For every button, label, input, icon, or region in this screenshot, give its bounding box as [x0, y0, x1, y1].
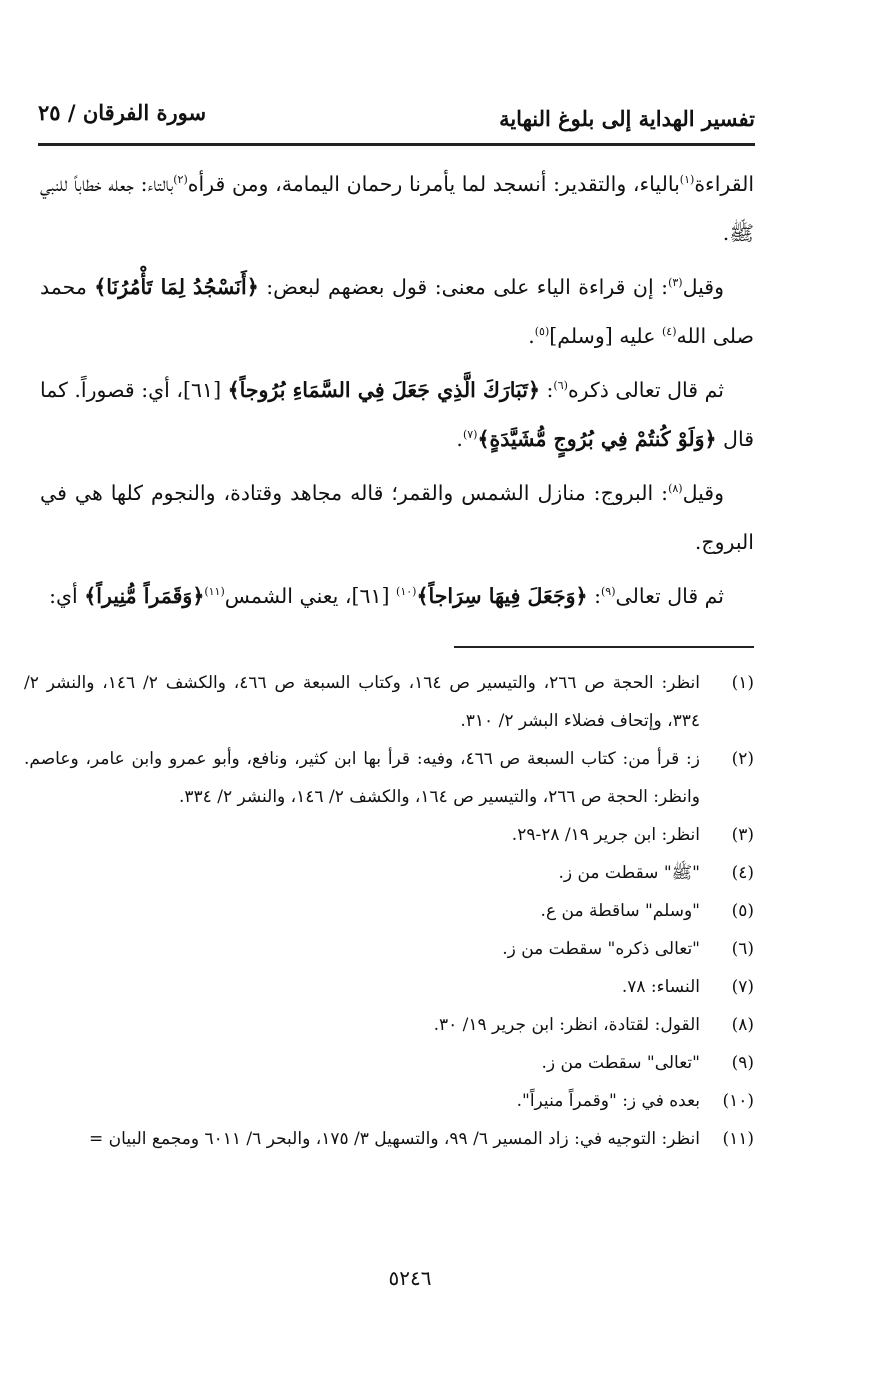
footnote [24, 1044, 754, 1082]
footnote-number: (٨) [731, 1015, 754, 1035]
footnote [24, 1006, 754, 1044]
footnote-ref: (١١) [204, 585, 225, 599]
running-header [38, 96, 755, 136]
footnote-number: (١٠) [722, 1091, 754, 1111]
footnote-number: (٢) [731, 749, 754, 769]
footnote-number: (٤) [731, 863, 754, 883]
footnote-text: النساء: ٧٨. [621, 977, 700, 997]
footnote-text: القول: لقتادة، انظر: ابن جرير ١٩/ ٣٠. [433, 1015, 700, 1035]
book-title: تفسير الهداية إلى بلوغ النهاية [499, 106, 755, 131]
text-run: ثم قال تعالى ذكره [567, 378, 724, 402]
footnotes [24, 664, 754, 1158]
footnote-text: بعده في ز: "وقمراً منيراً". [516, 1091, 700, 1111]
footnote [24, 968, 754, 1006]
footnote-ref: (٢) [173, 173, 188, 187]
paragraph-5 [40, 572, 754, 621]
footnote-number: (١) [731, 673, 754, 693]
text-run: : [539, 378, 554, 402]
footnote-ref: (٩) [600, 585, 616, 599]
footnote-number: (١١) [722, 1129, 754, 1149]
footnote-number: (٣) [731, 825, 754, 845]
paragraph-3 [40, 366, 754, 464]
text-run: [٦١]، يعني الشمس [224, 584, 397, 608]
paragraph-4 [40, 469, 754, 567]
surah-label: سورة الفرقان / ٢٥ [38, 100, 207, 125]
footnote [24, 1120, 754, 1158]
footnote-ref: (٥) [534, 325, 550, 339]
text-run: [٦١]، أي: قصوراً. كما قال [40, 378, 754, 451]
paragraph-2 [40, 263, 754, 361]
text-run: القراءة [694, 172, 755, 196]
footnote-text: "تعالى ذكره" سقطت من ز. [502, 939, 700, 959]
footnote-number: (٩) [731, 1053, 754, 1073]
text-run: أي: [49, 584, 85, 608]
footnote-ref: (٤) [661, 325, 677, 339]
footnote [24, 816, 754, 854]
text-run: بالياء، والتقدير: أنسجد لما يأمرنا رحمان اليمامة، ومن قرأه [187, 172, 680, 196]
footnote-separator [454, 646, 754, 648]
text-run: وقيل [682, 481, 724, 505]
quran-verse: ﴿وَلَوْ كُنتُمْ فِي بُرُوجٍ مُّشَيَّدَةٍ﴾ [477, 427, 717, 451]
text-run: : البروج: منازل الشمس والقمر؛ قاله مجاهد وقتادة، والنجوم كلها هي في البروج. [40, 481, 754, 554]
quran-verse: ﴿وَجَعَلَ فِيهَا سِرَاجاً﴾ [416, 584, 588, 608]
footnote [24, 892, 754, 930]
footnote [24, 1082, 754, 1120]
footnote [24, 854, 754, 892]
footnote-ref: (٦) [553, 379, 568, 393]
main-text [40, 160, 754, 626]
footnote [24, 930, 754, 968]
text-run: ثم قال تعالى [615, 584, 724, 608]
footnote-ref: (٧) [462, 428, 478, 442]
text-run: عليه [وسلم] [549, 324, 662, 348]
quran-verse: ﴿وَقَمَراً مُّنِيراً﴾ [84, 584, 205, 608]
footnote-ref: (١) [679, 173, 695, 187]
footnote [24, 664, 754, 740]
text-run: : إن قراءة الياء على معنى: قول بعضهم لبعض: [258, 275, 669, 299]
paragraph-1 [40, 160, 754, 258]
text-run: . [456, 427, 463, 451]
text-run: . [528, 324, 535, 348]
footnote-text: انظر: الحجة ص ٢٦٦، والتيسير ص ١٦٤، وكتاب السبعة ص ٤٦٦، والكشف ٢/ ١٤٦، والنشر ٢/ ٣٣٤، وإتحاف فضلاء البشر ٢/ ٣١٠. [24, 673, 700, 731]
quran-verse: ﴿أَنَسْجُدُ لِمَا تَأْمُرُنَا﴾ [94, 275, 259, 299]
text-run: : [587, 584, 601, 608]
footnote-number: (٦) [731, 939, 754, 959]
footnote-ref: (١٠) [396, 585, 417, 599]
page-number: ٥٢٤٦ [388, 1266, 432, 1290]
text-run: وقيل [682, 275, 724, 299]
footnote-text: انظر: التوجيه في: زاد المسير ٦/ ٩٩، والتسهيل ٣/ ١٧٥، والبحر ٦/ ٦٠١١ ومجمع البيان = [89, 1129, 700, 1149]
footnote-number: (٥) [731, 901, 754, 921]
text-run: بالتاء: جعله خطاباً للنبي ﷺ. [40, 172, 754, 245]
header-rule [38, 143, 755, 146]
footnote-text: "وسلم" ساقطة من ع. [540, 901, 700, 921]
quran-verse: ﴿تَبَارَكَ الَّذِي جَعَلَ فِي السَّمَاءِ بُرُوجاً﴾ [227, 378, 540, 402]
footnote-ref: (٨) [668, 482, 683, 496]
footnote-text: ز: قرأ من: كتاب السبعة ص ٤٦٦، وفيه: قرأ بها ابن كثير، ونافع، وأبو عمرو وابن عامر، وعاصم. وانظر: الحجة ص ٢٦٦، والتيسير ص ١٦٤، والكشف ٢/ ١٤٦، والنشر ٢/ ٣٣٤. [24, 749, 700, 807]
text-run: محمد صلى الله [40, 275, 754, 348]
footnote-text: انظر: ابن جرير ١٩/ ٢٨-٢٩. [511, 825, 700, 845]
footnote-ref: (٣) [668, 276, 683, 290]
footnote-number: (٧) [731, 977, 754, 997]
footnote [24, 740, 754, 816]
footnote-text: "تعالى" سقطت من ز. [541, 1053, 700, 1073]
footnote-text: "ﷺ" سقطت من ز. [558, 863, 700, 883]
